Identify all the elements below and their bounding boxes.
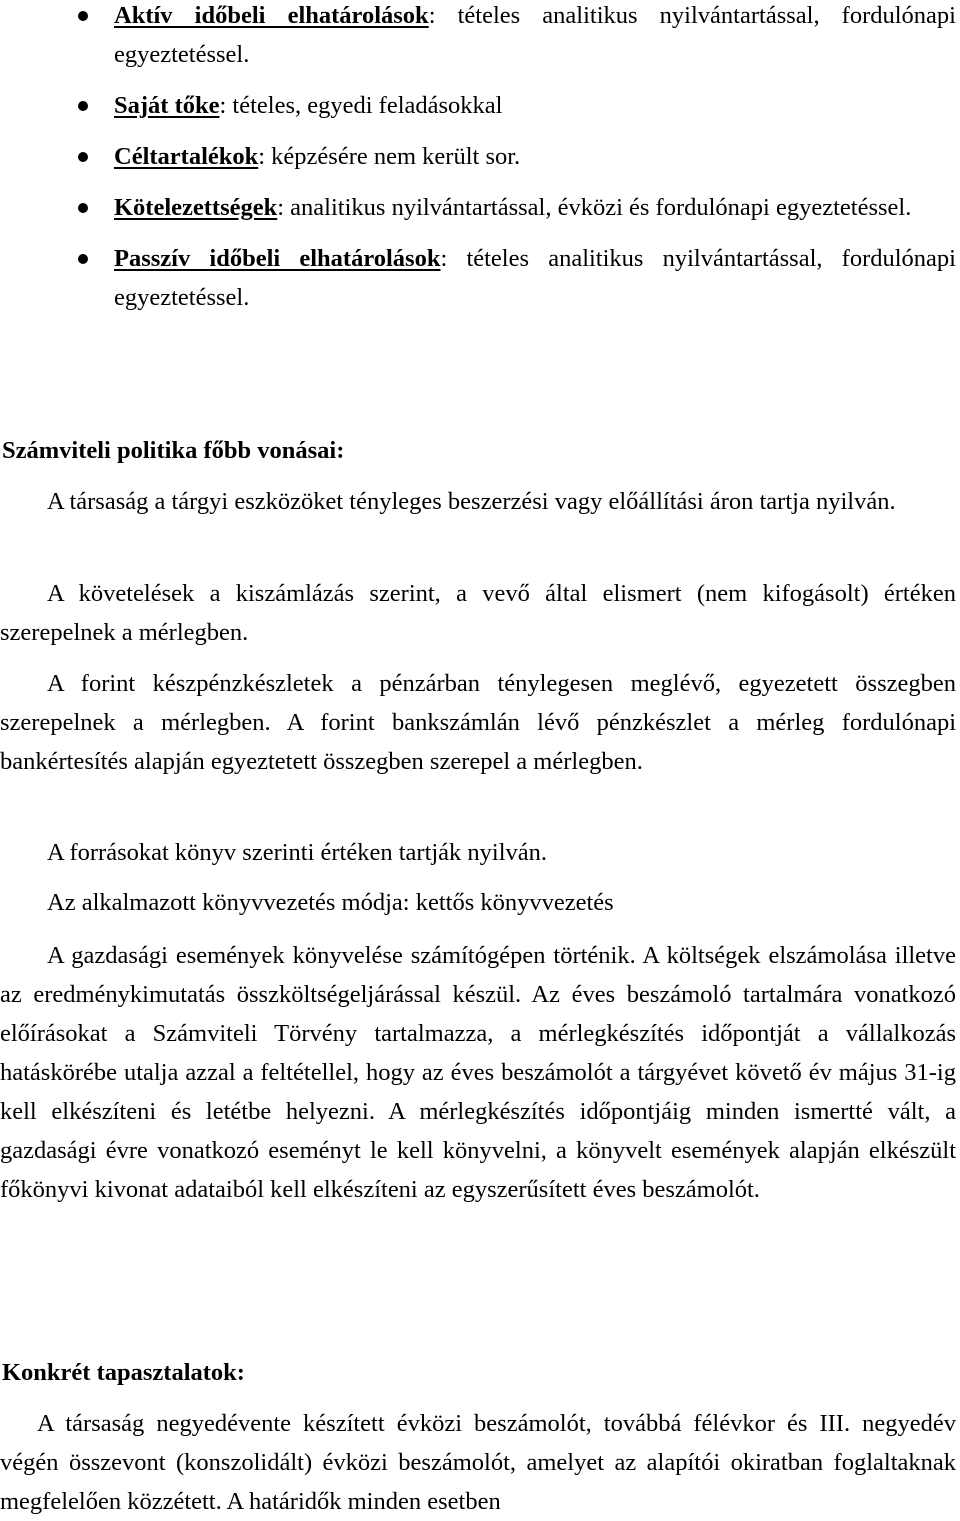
- list-item-term: Kötelezettségek: [114, 194, 278, 221]
- paragraph-penzkeszlet: A forint készpénzkészletek a pénzárban ténylegesen meglévő, egyezetett összegben szerepelnek a mérlegben. A forint bankszámlán lévő pénzkészlet a mérleg fordulónapi bankértesítés alapján egyeztetett összegben szerepel a mérlegben.: [0, 670, 956, 775]
- paragraph-gazdasagi-esemenyek: A gazdasági események könyvelése számítógépen történik. A költségek elszámolása illetve az eredménykimutatás összköltségeljárással készül. Az éves beszámoló tartalmára vonatkozó előírásokat a Számviteli Törvény tartalmazza, a mérlegkészítés időpontját a vállalkozás hatáskörébe utalja azzal a feltétellel, hogy az éves beszámolót a tárgyévet követő év május 31-ig kell elkészíteni és letétbe helyezni. A mérlegkészítés időpontjáig minden ismertté vált, a gazdasági évre vonatkozó eseményt le kell könyvelni, a könyvelt események alapján elkészült főkönyvi kivonat adataiból kell elkészíteni az egyszerűsített éves beszámolót.: [0, 942, 956, 1203]
- accounting-methods-list: [0, 0, 960, 329]
- list-item-term: Céltartalékok: [114, 143, 259, 170]
- paragraph-targyi-eszkozok: A társaság a tárgyi eszközöket tényleges beszerzési vagy előállítási áron tartja nyilván.: [47, 488, 896, 515]
- paragraph-forrasok: A forrásokat könyv szerinti értéken tartják nyilván.: [47, 839, 548, 866]
- paragraph-kovetelesek: A követelések a kiszámlázás szerint, a vevő által elismert (nem kifogásolt) értéken szerepelnek a mérlegben.: [0, 580, 956, 646]
- section-heading-politika: Számviteli politika főbb vonásai:: [2, 437, 345, 464]
- paragraph-konyvvezetes: Az alkalmazott könyvvezetés módja: kettős könyvvezetés: [47, 889, 614, 916]
- list-item: [0, 188, 960, 227]
- list-item-text: : képzésére nem került sor.: [258, 143, 521, 170]
- list-item-text: : tételes analitikus nyilvántartással, fordulónapi egyeztetéssel.: [114, 245, 956, 311]
- bullet-icon: [78, 101, 88, 111]
- list-item-term: Saját tőke: [114, 92, 220, 119]
- list-item: [0, 239, 960, 317]
- list-item-term: Passzív időbeli elhatárolások: [114, 245, 441, 272]
- paragraph-tapasztalatok: A társaság negyedévente készített évközi beszámolót, továbbá félévkor és III. negyedév végén összevont (konszolidált) évközi beszámolót, amelyet az alapítói okiratban foglaltaknak megfelelően közzétett. A határidők minden esetben: [0, 1410, 956, 1515]
- list-item-text: : tételes, egyedi feladásokkal: [219, 92, 503, 119]
- list-item: [0, 137, 960, 176]
- list-item: [0, 0, 960, 74]
- list-item: [0, 86, 960, 125]
- bullet-icon: [78, 11, 88, 21]
- list-item-text: : analitikus nyilvántartással, évközi és fordulónapi egyeztetéssel.: [277, 194, 912, 221]
- bullet-icon: [78, 152, 88, 162]
- list-item-text: : tételes analitikus nyilvántartással, fordulónapi egyeztetéssel.: [114, 2, 956, 68]
- list-item-term: Aktív időbeli elhatárolások: [114, 2, 429, 29]
- bullet-icon: [78, 203, 88, 213]
- bullet-icon: [78, 254, 88, 264]
- section-heading-tapasztalatok: Konkrét tapasztalatok:: [2, 1359, 245, 1386]
